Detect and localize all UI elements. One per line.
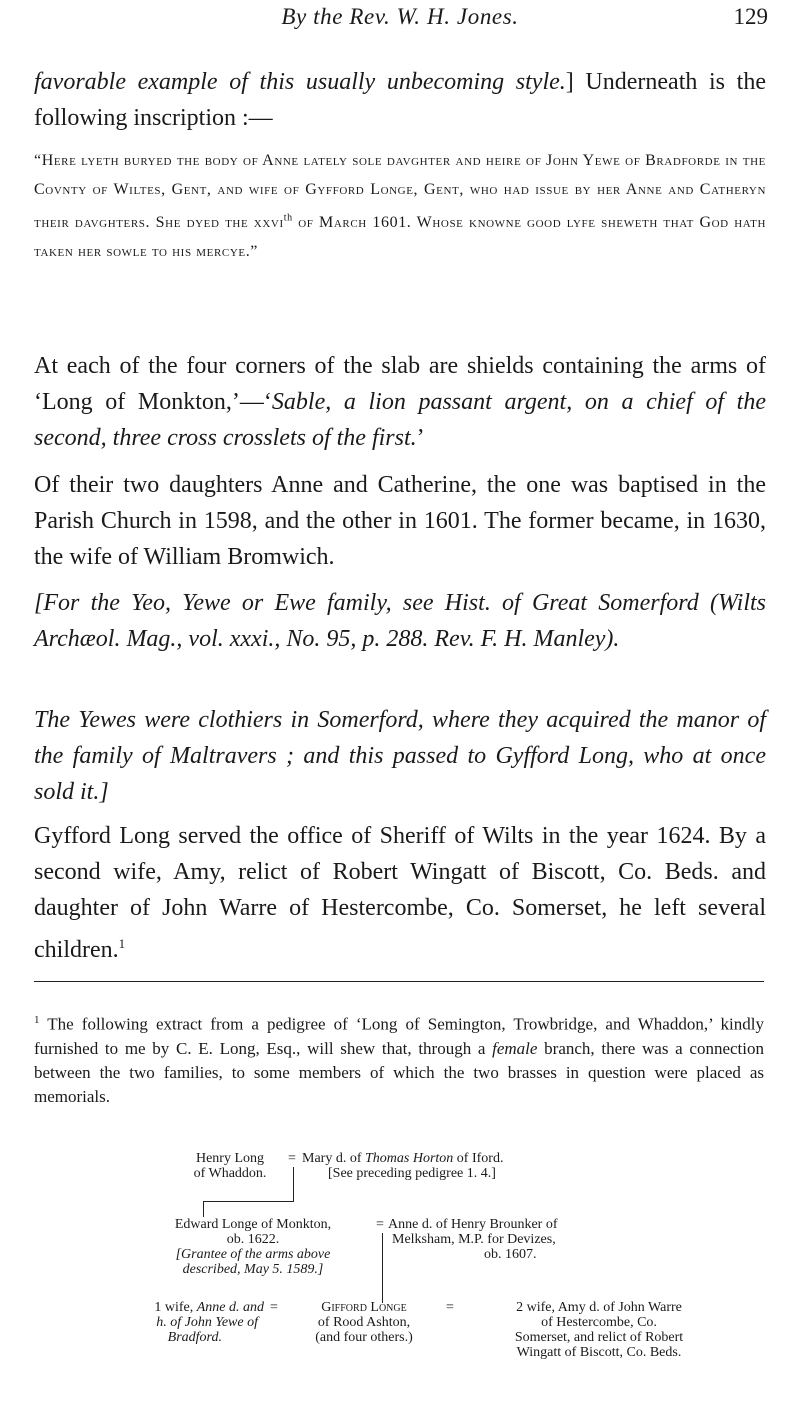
pedigree-italic: Anne d. and <box>196 1300 264 1315</box>
italic-text: favorable example of this usually unbecoming style. <box>34 69 566 95</box>
pedigree-line: Edward Longe of Monkton, <box>174 1217 332 1232</box>
pedigree-line: of Whaddon. <box>193 1166 267 1181</box>
pedigree-second-wife <box>458 1300 740 1360</box>
pedigree-line: Gifford Longe <box>321 1300 407 1315</box>
paragraph-yewes-clothiers: The Yewes were clothiers in Somerford, where they acquired the manor of the family of Maltravers ; and this passed to Gyfford Long, who at once sold it.] <box>34 707 766 805</box>
footnote-text-end: branch, there was a connection between the two families, to some members of which the two brasses in question were placed as memorials. <box>34 1038 764 1106</box>
plain-text: At each of the four corners of the slab are shields containing the arms of ‘Long of Monkton,’—‘ <box>34 353 766 415</box>
pedigree-first-wife <box>98 1300 264 1345</box>
pedigree-line: Bradford. <box>167 1330 222 1345</box>
pedigree-edward <box>126 1217 380 1277</box>
marriage-sign: = <box>270 1300 278 1315</box>
pedigree-text: 1 wife, <box>154 1300 197 1315</box>
superscript: th <box>283 213 293 224</box>
descent-line <box>293 1167 294 1201</box>
pedigree-line: Somerset, and relict of Robert <box>514 1330 684 1345</box>
plain-text: ] Underneath is the following inscription :— <box>34 69 766 131</box>
paragraph-yeo-family: [For the Yeo, Yewe or Ewe family, see Hist. of Great Somerford (Wilts Archæol. Mag., vol. xxxi., No. 95, p. 288. Rev. F. H. Manley). <box>34 590 766 652</box>
plain-text: Gyfford Long served the office of Sheriff of Wilts in the year 1624. By a second wife, Amy, relict of Robert Wingatt of Biscott, Co. Beds. and daughter of John Warre of Hestercombe, Co. Somerset, he left several children. <box>34 823 766 963</box>
paragraph-sheriff <box>34 818 766 968</box>
blazon-italic: Sable, a lion passant argent, on a chief of the second, three cross crosslets of the first. <box>34 389 766 451</box>
descent-line <box>203 1201 294 1202</box>
paragraph-daughters: Of their two daughters Anne and Catherine, the one was baptised in the Parish Church in 1598, and the other in 1601. The former became, in 1630, the wife of William Bromwich. <box>34 472 766 570</box>
pedigree-line: of Hestercombe, Co. <box>541 1315 657 1330</box>
pedigree-line: described, May 5. 1589.] <box>182 1262 324 1277</box>
pedigree-text: of Iford. <box>453 1151 504 1166</box>
running-head <box>0 4 800 40</box>
footnote-mark: 1 <box>34 1014 40 1026</box>
pedigree-mary <box>302 1151 503 1181</box>
pedigree-line: [See preceding pedigree 1. 4.] <box>328 1166 496 1181</box>
pedigree-line: Henry Long <box>195 1151 265 1166</box>
footnote-text: The following extract from a pedigree of ‘Long of Semington, Trowbridge, and Whaddon,’ kindly furnished to me by C. E. Long, Esq., will shew that, through a <box>34 1014 764 1058</box>
marriage-sign: = <box>288 1151 296 1166</box>
pedigree-line: Melksham, M.P. for Devizes, <box>392 1232 556 1247</box>
descent-line <box>203 1201 204 1217</box>
pedigree-italic: Thomas Horton <box>365 1151 454 1166</box>
pedigree-anne-brounker <box>388 1217 558 1262</box>
running-title: By the Rev. W. H. Jones. <box>281 4 519 29</box>
marriage-sign: = <box>446 1300 454 1315</box>
pedigree-line: of Rood Ashton, <box>317 1315 411 1330</box>
pedigree-gifford <box>284 1300 444 1345</box>
paragraph-inscription-intro <box>34 64 766 136</box>
descent-line <box>382 1233 383 1303</box>
marriage-sign: = <box>376 1217 384 1232</box>
pedigree-line: Wingatt of Biscott, Co. Beds. <box>516 1345 682 1360</box>
pedigree-line: (and four others.) <box>315 1330 413 1345</box>
pedigree-line: Anne d. of Henry Brounker of <box>388 1217 558 1232</box>
footnote-reference: 1 <box>118 936 126 951</box>
plain-text: ’ <box>416 425 425 451</box>
pedigree-text: Mary d. of <box>302 1151 365 1166</box>
pedigree-line: h. of John Yewe of <box>156 1315 258 1330</box>
pedigree-line <box>98 1300 264 1315</box>
pedigree-line: [Grantee of the arms above <box>175 1247 331 1262</box>
pedigree-henry <box>170 1151 290 1181</box>
footnote-divider <box>34 981 764 982</box>
inscription-text: “Here lyeth buryed the body of Anne lately sole davghter and heire of John Yewe of Bradforde in the Covnty of Wiltes, Gent, and wife of Gyfford Longe, Gent, who had issue by her Anne and Catheryn their davghters. She dyed the xxvi <box>34 152 766 232</box>
pedigree-line: ob. 1622. <box>226 1232 280 1247</box>
page-number: 129 <box>733 4 768 29</box>
pedigree-line: 2 wife, Amy d. of John Warre <box>516 1300 682 1315</box>
paragraph-shields <box>34 348 766 456</box>
footnote <box>34 1008 764 1109</box>
pedigree-line <box>302 1151 503 1166</box>
inscription-quote <box>34 146 766 266</box>
inscription-text-end: of March 1601. Whose knowne good lyfe sheweth that God hath taken her sowle to his mercye.” <box>34 214 766 261</box>
pedigree-line: ob. 1607. <box>484 1247 537 1262</box>
footnote-italic: female <box>492 1038 538 1058</box>
